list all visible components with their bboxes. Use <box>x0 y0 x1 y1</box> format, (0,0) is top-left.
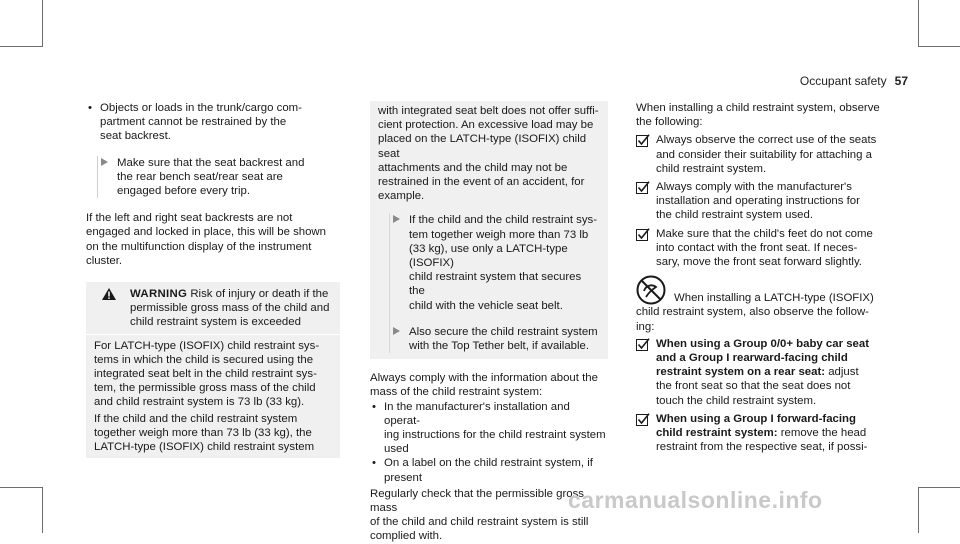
checkbox-icon <box>636 413 650 430</box>
crop-mark <box>42 487 43 533</box>
instruction-step <box>379 325 600 353</box>
checklist-heading: When using a Group I forward-facing child restraint system: <box>656 412 856 440</box>
checkbox-icon <box>636 134 650 151</box>
crop-mark <box>0 487 43 488</box>
checklist-text: remove the head restraint from the respective seat, if possi- <box>656 427 868 454</box>
column-3 <box>636 101 894 454</box>
environment-note-line: When installing a LATCH-type (ISOFIX) <box>674 292 874 305</box>
warning-label: WARNING <box>130 288 188 301</box>
crop-mark <box>0 46 43 47</box>
warning-triangle-icon <box>102 288 116 304</box>
section-title: Occupant safety <box>799 74 887 88</box>
warning-box <box>86 282 340 458</box>
instruction-block <box>97 156 340 199</box>
instruction-text: Make sure that the seat backrest and the rear bench seat/rear seat are engaged before every trip. <box>117 156 305 198</box>
checklist-text: adjust the front seat so that the seat does not touch the child restraint system. <box>656 366 859 407</box>
checklist-item <box>636 412 894 455</box>
divider <box>86 334 340 335</box>
environment-note <box>636 275 894 334</box>
watermark: carmanualsonline.info <box>568 487 823 513</box>
warning-body: If the child and the child restraint system together weigh more than 73 lb (33 kg), the LATCH-type (ISOFIX) child restraint system <box>94 412 315 454</box>
bullet-item: • On a label on the child restraint system, if present <box>370 456 608 484</box>
page-number: 57 <box>894 74 908 88</box>
instruction-step <box>87 156 340 199</box>
paragraph: Regularly check that the permissible gross mass of the child and child restraint system is still complied with. <box>370 487 589 543</box>
crop-mark <box>918 0 919 47</box>
checklist-text: Always observe the correct use of the seats and consider their suitability for attaching a child restraint system. <box>656 134 877 175</box>
instruction-step <box>379 213 600 312</box>
paragraph: Always comply with the information about the mass of the child restraint system: <box>370 372 598 399</box>
warning-body: For LATCH-type (ISOFIX) child restraint sys- tems in which the child is secured using the integrated seat belt in the child restraint sys- tem, the permissible gross mass of the child and child restraint system is 73 lb (33 kg). <box>94 339 320 409</box>
crop-mark <box>918 487 960 488</box>
warning-title: Risk of injury or death if the permissible gross mass of the child and child restraint system is exceeded <box>130 288 330 329</box>
checkbox-icon <box>636 338 650 355</box>
checklist-text: Always comply with the manufacturer's installation and operating instructions for the child restraint system used. <box>656 181 860 222</box>
checklist-item <box>636 180 894 223</box>
crop-mark <box>918 46 960 47</box>
arrow-icon <box>101 158 108 166</box>
checklist-item <box>636 133 894 176</box>
warning-box-continued <box>370 101 608 359</box>
environment-note-text: child restraint system, also observe the follow- ing: <box>636 306 869 333</box>
environment-icon <box>636 275 666 309</box>
checklist-text: Make sure that the child's feet do not come into contact with the front seat. If neces- sary, move the front seat forward slightly. <box>656 227 873 269</box>
bullet-item: • In the manufacturer's installation and operat- ing instructions for the child restraint system used <box>370 400 608 457</box>
crop-mark <box>42 0 43 47</box>
checkbox-icon <box>636 181 650 198</box>
column-1 <box>86 101 340 458</box>
instruction-text: Also secure the child restraint system with the Top Tether belt, if available. <box>409 325 598 353</box>
warning-header <box>94 287 332 330</box>
instruction-block <box>389 213 600 353</box>
checklist-item <box>636 337 894 408</box>
crop-mark <box>918 487 919 533</box>
paragraph: If the left and right seat backrests are not engaged and locked in place, this will be shown on the multifunction display of the instrument cluster. <box>86 212 326 267</box>
page-header <box>800 74 908 88</box>
warning-body: with integrated seat belt does not offer suffi- cient protection. An excessive load may be placed on the LATCH-type (ISOFIX) child seat attachments and the child may not be restrained in the event of an accident, for example. <box>378 105 599 203</box>
checklist-heading: When using a Group 0/0+ baby car seat and a Group I rearward-facing child restraint system on a rear seat: <box>656 337 870 379</box>
arrow-icon <box>393 215 400 223</box>
instruction-text: If the child and the child restraint sys- tem together weigh more than 73 lb (33 kg), use only a LATCH-type (ISOFIX) child restraint system that secures the child with the vehicle seat belt. <box>409 214 598 312</box>
checklist-item <box>636 227 894 270</box>
column-2 <box>370 101 608 544</box>
paragraph: When installing a child restraint system, observe the following: <box>636 102 880 129</box>
arrow-icon <box>393 327 400 335</box>
bullet-item: • Objects or loads in the trunk/cargo com- partment cannot be restrained by the seat backrest. <box>86 101 340 144</box>
checkbox-icon <box>636 228 650 245</box>
